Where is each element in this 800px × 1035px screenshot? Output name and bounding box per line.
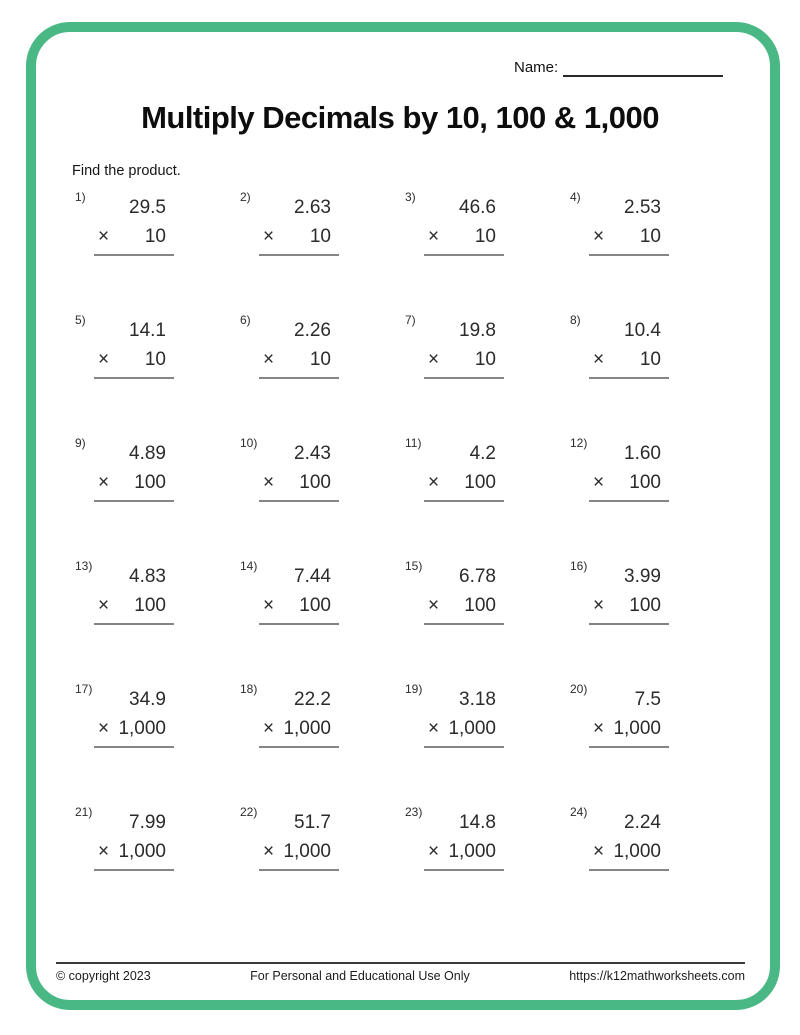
problem-operand: 1.60 [624, 443, 661, 464]
problem [237, 190, 402, 313]
times-icon: × [98, 226, 110, 247]
problem-number: 6) [240, 313, 251, 327]
problem [567, 190, 732, 313]
problem-number: 12) [570, 436, 588, 450]
problem [567, 559, 732, 682]
problem [72, 313, 237, 436]
problem-operand: 2.24 [624, 812, 661, 833]
times-icon: × [98, 472, 110, 493]
answer-space[interactable] [424, 256, 504, 278]
problem [72, 559, 237, 682]
problem-work [428, 805, 496, 893]
problem [567, 805, 732, 928]
answer-space[interactable] [424, 625, 504, 647]
problem-multiply-row [428, 591, 496, 620]
problem-number: 1) [75, 190, 86, 204]
footer-website: https://k12mathworksheets.com [569, 969, 745, 983]
answer-space[interactable] [589, 379, 669, 401]
problem-multiply-row [428, 837, 496, 866]
problem-multiply-row [593, 837, 661, 866]
problem-multiplier: 10 [474, 349, 496, 370]
problem [402, 559, 567, 682]
problem-number: 4) [570, 190, 581, 204]
times-icon: × [428, 595, 440, 616]
problem-multiplier: 100 [299, 595, 331, 616]
problem-work [428, 313, 496, 401]
problem-multiply-row [428, 345, 496, 374]
problem-work [593, 313, 661, 401]
times-icon: × [428, 226, 440, 247]
answer-space[interactable] [259, 256, 339, 278]
answer-space[interactable] [589, 502, 669, 524]
times-icon: × [593, 472, 605, 493]
problem-work [593, 559, 661, 647]
problem-multiplier: 10 [639, 349, 661, 370]
problem-operand: 7.5 [634, 689, 661, 710]
problem-multiplier: 10 [309, 349, 331, 370]
problem-multiply-row [263, 591, 331, 620]
footer-usage: For Personal and Educational Use Only [250, 969, 470, 983]
problem-number: 10) [240, 436, 258, 450]
times-icon: × [593, 226, 605, 247]
problem-operand: 3.99 [624, 566, 661, 587]
times-icon: × [263, 841, 275, 862]
times-icon: × [263, 349, 275, 370]
problem [237, 559, 402, 682]
problem-work [428, 559, 496, 647]
problems-grid [72, 190, 732, 928]
answer-space[interactable] [424, 871, 504, 893]
problem-multiplier: 1,000 [283, 841, 331, 862]
times-icon: × [98, 349, 110, 370]
problem-multiplier: 10 [309, 226, 331, 247]
times-icon: × [98, 595, 110, 616]
problem-operand: 34.9 [129, 689, 166, 710]
problem-work [263, 559, 331, 647]
problem-multiplier: 1,000 [283, 718, 331, 739]
problem-work [593, 436, 661, 524]
problem-operand: 2.53 [624, 197, 661, 218]
problem-number: 16) [570, 559, 588, 573]
problem-multiply-row [263, 222, 331, 251]
answer-space[interactable] [94, 871, 174, 893]
problem-operand: 51.7 [294, 812, 331, 833]
problem-operand: 2.26 [294, 320, 331, 341]
answer-space[interactable] [94, 256, 174, 278]
problem-operand: 7.44 [294, 566, 331, 587]
problem [402, 805, 567, 928]
name-label: Name: [514, 59, 559, 76]
times-icon: × [593, 718, 605, 739]
footer-divider [56, 962, 745, 964]
problem-operand: 2.43 [294, 443, 331, 464]
answer-space[interactable] [259, 502, 339, 524]
problem-number: 15) [405, 559, 423, 573]
times-icon: × [428, 472, 440, 493]
problem [567, 313, 732, 436]
answer-space[interactable] [259, 748, 339, 770]
problem-work [428, 190, 496, 278]
times-icon: × [263, 595, 275, 616]
problem [567, 682, 732, 805]
problem-multiply-row [263, 714, 331, 743]
problem-work [263, 805, 331, 893]
problem-multiplier: 10 [639, 226, 661, 247]
problem-operand: 2.63 [294, 197, 331, 218]
problem-multiplier: 100 [464, 472, 496, 493]
problem-multiply-row [593, 591, 661, 620]
answer-space[interactable] [259, 379, 339, 401]
problem-multiplier: 100 [299, 472, 331, 493]
problem-number: 18) [240, 682, 258, 696]
answer-space[interactable] [424, 748, 504, 770]
problem-operand: 19.8 [459, 320, 496, 341]
problem-operand: 4.83 [129, 566, 166, 587]
problem-work [98, 682, 166, 770]
problem-number: 13) [75, 559, 93, 573]
problem-work [98, 190, 166, 278]
problem-work [98, 436, 166, 524]
problem-work [593, 190, 661, 278]
problem-operand: 7.99 [129, 812, 166, 833]
problem [72, 682, 237, 805]
problem-multiply-row [98, 591, 166, 620]
problem-multiplier: 1,000 [448, 841, 496, 862]
problem [402, 682, 567, 805]
problem [72, 805, 237, 928]
problem-multiply-row [263, 345, 331, 374]
problem-multiply-row [428, 714, 496, 743]
problem-operand: 6.78 [459, 566, 496, 587]
problem-work [263, 313, 331, 401]
problem [72, 190, 237, 313]
problem-number: 21) [75, 805, 93, 819]
times-icon: × [263, 718, 275, 739]
problem-work [593, 682, 661, 770]
problem-work [593, 805, 661, 893]
problem-number: 17) [75, 682, 93, 696]
problem-number: 14) [240, 559, 258, 573]
name-field [514, 59, 723, 77]
problem-operand: 4.2 [469, 443, 496, 464]
problem-multiply-row [98, 468, 166, 497]
answer-space[interactable] [94, 625, 174, 647]
problem-number: 19) [405, 682, 423, 696]
problem-multiply-row [593, 345, 661, 374]
problem-multiplier: 10 [144, 226, 166, 247]
problem-work [428, 682, 496, 770]
problem-multiply-row [593, 714, 661, 743]
problem-operand: 10.4 [624, 320, 661, 341]
problem-multiply-row [593, 468, 661, 497]
problem-work [98, 559, 166, 647]
instruction-text: Find the product. [72, 163, 181, 179]
problem-multiply-row [98, 837, 166, 866]
problem-number: 9) [75, 436, 86, 450]
problem-multiply-row [98, 222, 166, 251]
answer-space[interactable] [589, 871, 669, 893]
page-title: Multiply Decimals by 10, 100 & 1,000 [141, 100, 659, 135]
problem-multiplier: 1,000 [448, 718, 496, 739]
times-icon: × [263, 226, 275, 247]
problem [567, 436, 732, 559]
answer-space[interactable] [589, 256, 669, 278]
answer-space[interactable] [94, 379, 174, 401]
problem-multiplier: 100 [134, 595, 166, 616]
problem-multiplier: 10 [474, 226, 496, 247]
problem-multiply-row [263, 468, 331, 497]
answer-space[interactable] [94, 502, 174, 524]
problem-multiply-row [593, 222, 661, 251]
times-icon: × [428, 841, 440, 862]
problem-multiplier: 10 [144, 349, 166, 370]
times-icon: × [593, 595, 605, 616]
times-icon: × [98, 718, 110, 739]
problem-number: 20) [570, 682, 588, 696]
problem-number: 2) [240, 190, 251, 204]
problem-multiply-row [428, 222, 496, 251]
problem [237, 805, 402, 928]
problem-number: 23) [405, 805, 423, 819]
answer-space[interactable] [424, 502, 504, 524]
problem-operand: 14.1 [129, 320, 166, 341]
problem-operand: 4.89 [129, 443, 166, 464]
problem-number: 3) [405, 190, 416, 204]
problem [237, 313, 402, 436]
problem-multiplier: 1,000 [118, 841, 166, 862]
problem-multiplier: 1,000 [613, 841, 661, 862]
times-icon: × [263, 472, 275, 493]
footer-copyright: © copyright 2023 [56, 969, 151, 983]
problem-operand: 3.18 [459, 689, 496, 710]
problem-operand: 22.2 [294, 689, 331, 710]
times-icon: × [428, 349, 440, 370]
problem-multiplier: 1,000 [613, 718, 661, 739]
problem-number: 7) [405, 313, 416, 327]
problem-multiply-row [98, 345, 166, 374]
problem [402, 436, 567, 559]
times-icon: × [98, 841, 110, 862]
problem-multiplier: 100 [464, 595, 496, 616]
problem-multiply-row [263, 837, 331, 866]
problem-number: 8) [570, 313, 581, 327]
problem-number: 22) [240, 805, 258, 819]
problem-operand: 14.8 [459, 812, 496, 833]
problem [237, 436, 402, 559]
footer [56, 969, 745, 983]
problem [402, 313, 567, 436]
name-input-line[interactable] [563, 60, 723, 77]
problem-work [428, 436, 496, 524]
problem [237, 682, 402, 805]
problem [72, 436, 237, 559]
problem-number: 11) [405, 436, 422, 450]
problem-multiplier: 100 [134, 472, 166, 493]
answer-space[interactable] [424, 379, 504, 401]
problem-work [263, 682, 331, 770]
problem-multiplier: 100 [629, 472, 661, 493]
problem-multiply-row [428, 468, 496, 497]
problem-number: 5) [75, 313, 86, 327]
problem-work [98, 313, 166, 401]
problem-multiplier: 1,000 [118, 718, 166, 739]
problem [402, 190, 567, 313]
problem-work [98, 805, 166, 893]
answer-space[interactable] [589, 748, 669, 770]
problem-work [263, 436, 331, 524]
problem-work [263, 190, 331, 278]
answer-space[interactable] [94, 748, 174, 770]
answer-space[interactable] [259, 871, 339, 893]
problem-operand: 46.6 [459, 197, 496, 218]
answer-space[interactable] [589, 625, 669, 647]
problem-multiply-row [98, 714, 166, 743]
times-icon: × [428, 718, 440, 739]
problem-number: 24) [570, 805, 588, 819]
answer-space[interactable] [259, 625, 339, 647]
problem-operand: 29.5 [129, 197, 166, 218]
times-icon: × [593, 349, 605, 370]
times-icon: × [593, 841, 605, 862]
problem-multiplier: 100 [629, 595, 661, 616]
